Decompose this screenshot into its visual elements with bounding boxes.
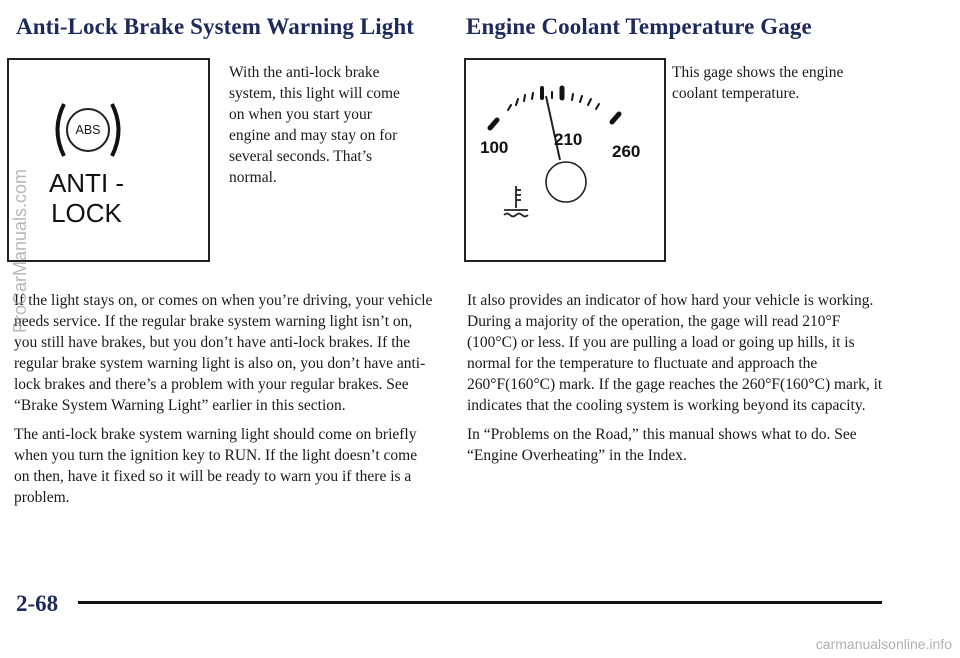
page-number: 2-68: [16, 591, 59, 616]
anti-lock-label: [9, 168, 164, 228]
abs-paragraph-1: If the light stays on, or comes on when you’re driving, your vehicle needs service. If the regular brake system warning light isn’t on, you still have brakes, but you don’t have anti-lock brakes. If the regular brake system warning light is also on, you don’t have anti-lock brakes and there’s a problem with your regular brakes. See “Brake System Warning Light” earlier in this section.: [14, 292, 433, 414]
gauge-min-label: 100: [480, 138, 509, 157]
gauge-major-tick-left: [490, 120, 497, 128]
gauge-hub: [546, 162, 586, 202]
coolant-body-text: [467, 290, 887, 474]
coolant-temperature-icon: [504, 186, 528, 217]
abs-warning-light-figure: [7, 58, 210, 262]
side-watermark: ProCarManuals.com: [10, 168, 30, 334]
gauge-max-label: 260: [612, 142, 641, 161]
anti-lock-label-line1: ANTI -: [48, 168, 125, 198]
gauge-major-tick-right: [612, 114, 619, 122]
coolant-section-heading: Engine Coolant Temperature Gage: [466, 14, 812, 39]
abs-symbol-text: ABS: [66, 108, 110, 152]
coolant-gauge-figure: [464, 58, 666, 262]
abs-section-heading: Anti-Lock Brake System Warning Light: [16, 14, 415, 39]
gauge-mid-label: 210: [554, 130, 583, 149]
coolant-paragraph-2: In “Problems on the Road,” this manual shows what to do. See “Engine Overheating” in the Index.: [467, 426, 857, 464]
abs-warning-icon: [51, 100, 125, 160]
abs-paragraph-2: The anti-lock brake system warning light should come on briefly when you turn the ignition key to RUN. If the light doesn’t come on then, have it fixed so it will be ready to warn you if there is a problem.: [14, 426, 418, 506]
abs-side-text: With the anti-lock brake system, this light will come on when you start your engine and may stay on for several seconds. That’s normal.: [229, 64, 400, 186]
coolant-paragraph-1: It also provides an indicator of how hard your vehicle is working. During a majority of the operation, the gage will read 210°F (100°C) or less. If you are pulling a load or going up hills, it is normal for the temperature to fluctuate and approach the 260°F(160°C) mark. If the gage reaches the 260°F(160°C) mark, it indicates that the cooling system is working beyond its capacity.: [467, 292, 883, 414]
coolant-side-text: This gage shows the engine coolant temperature.: [672, 64, 844, 102]
footer-rule: [78, 601, 882, 604]
anti-lock-label-line2: LOCK: [51, 198, 122, 228]
abs-body-text: [14, 290, 434, 516]
gauge-needle: [546, 96, 560, 160]
bottom-watermark: carmanualsonline.info: [815, 636, 952, 652]
